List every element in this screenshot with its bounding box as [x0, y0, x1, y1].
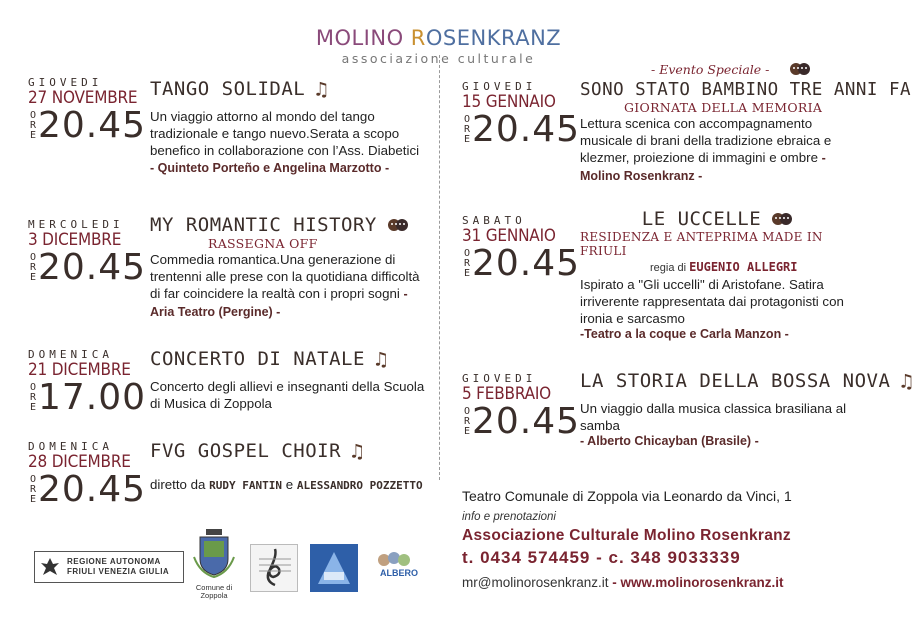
abstract-logo-icon: [310, 544, 358, 592]
event-date: SABATO 31 GENNAIO O R E 20.45: [462, 214, 580, 284]
column-divider: [439, 55, 440, 480]
brand-name: MOLINO ROSENKRANZ: [315, 26, 562, 50]
event-subtitle: RESIDENZA E ANTEPRIMA MADE IN FRIULI: [580, 230, 823, 258]
event-description: Concerto degli allievi e insegnanti della Scuola di Musica di Zoppola: [150, 379, 425, 411]
music-school-logo: [250, 544, 298, 592]
info-label: info e prenotazioni: [462, 511, 556, 523]
event-content: [580, 80, 912, 185]
event-content: [150, 440, 435, 494]
ore-label: O R E: [463, 248, 470, 279]
event-description: diretto da RUDY FANTIN e ALESSANDRO POZZETTO: [150, 477, 423, 492]
organization-logo: [310, 544, 358, 592]
theatre-masks-icon: [771, 212, 793, 226]
event-date: MERCOLEDI 3 DICEMBRE O R E 20.45: [28, 218, 146, 288]
comune-logo: Comune di Zoppola: [190, 527, 238, 601]
music-note-icon: ♫: [374, 347, 388, 371]
theatre-masks-icon: [387, 218, 409, 232]
event-date: GIOVEDI 15 GENNAIO O R E 20.45: [462, 80, 580, 150]
phone-numbers: t. 0434 574459 - c. 348 9033339: [462, 548, 741, 567]
albero-logo: ALBERO: [372, 548, 424, 584]
ore-label: O R E: [29, 474, 36, 505]
treble-clef-icon: [251, 545, 297, 591]
music-note-icon: ♫: [351, 439, 364, 463]
event-performers: - Molino Rosenkranz -: [580, 151, 826, 183]
music-note-icon: ♫: [315, 77, 328, 101]
venue-address: Teatro Comunale di Zoppola via Leonardo da Vinci, 1: [462, 488, 792, 504]
event-director: regia di EUGENIO ALLEGRI: [650, 260, 798, 274]
event-title: LE UCCELLE: [641, 208, 762, 230]
event-title: CONCERTO DI NATALE: [150, 348, 365, 370]
event-date: DOMENICA 28 DICEMBRE O R E 20.45: [28, 440, 146, 510]
ore-label: O R E: [463, 406, 470, 437]
event-title: FVG GOSPEL CHOIR: [150, 440, 342, 462]
event-date: DOMENICA 21 DICEMBRE O R E 17.00: [28, 348, 146, 418]
event-date: GIOVEDI 27 NOVEMBRE O R E 20.45: [28, 76, 146, 146]
event-performers: - Alberto Chicayban (Brasile) -: [580, 434, 759, 448]
ore-label: O R E: [29, 382, 36, 413]
event-subtitle: RASSEGNA OFF: [208, 236, 318, 251]
event-date: GIOVEDI 5 FEBBRAIO O R E 20.45: [462, 372, 580, 442]
event-description: Un viaggio attorno al mondo del tango tradizionale e tango nuevo.Serata a scopo benefico in collaborazione con l’Ass. Diabetici: [150, 109, 420, 158]
association-name: Associazione Culturale Molino Rosenkranz: [462, 527, 791, 544]
event-content: [580, 208, 855, 341]
brand-subtitle: associazione culturale: [341, 51, 536, 66]
theatre-masks-icon: [789, 62, 811, 76]
hands-tree-icon: [372, 548, 424, 584]
event-description: Lettura scenica con accompagnamento musicale di brani della tradizione ebraica e klezmer, proiezione di immagini e ombre - Molino Rosenkranz -: [580, 116, 832, 183]
contact-web: mr@molinorosenkranz.it - www.molinorosenkranz.it: [462, 575, 784, 590]
event-performers: - Quinteto Porteño e Angelina Marzotto -: [150, 161, 390, 175]
email-link[interactable]: mr@molinorosenkranz.it: [462, 575, 609, 590]
event-content: [150, 348, 425, 412]
event-title: MY ROMANTIC HISTORY: [150, 214, 377, 236]
coat-of-arms-icon: [190, 527, 238, 579]
ore-label: O R E: [463, 114, 470, 145]
event-description: Un viaggio dalla musica classica brasiliana al samba: [580, 401, 847, 433]
event-description: Ispirato a "Gli uccelli" di Aristofane. Satira irriverente rappresentata dai protagonisti con ironia e sarcasmo: [580, 277, 844, 326]
event-title: TANGO SOLIDAL: [150, 78, 306, 100]
special-event-label: - Evento Speciale -: [651, 62, 770, 77]
event-title: SONO STATO BAMBINO TRE ANNI FA: [580, 80, 912, 100]
event-subtitle: GIORNATA DELLA MEMORIA: [624, 100, 823, 115]
event-performers: - Aria Teatro (Pergine) -: [150, 287, 408, 319]
event-description: Commedia romantica.Una generazione di trentenni alle prese con la quotidiana difficoltà di far coincidere la realtà con i propri sogni - Aria Teatro (Pergine) -: [150, 252, 420, 319]
website-link[interactable]: www.molinorosenkranz.it: [620, 575, 784, 590]
event-content: [580, 369, 913, 448]
event-title: LA STORIA DELLA BOSSA NOVA: [580, 370, 891, 392]
event-performers: -Teatro a la coque e Carla Manzon -: [580, 327, 789, 341]
event-content: [150, 78, 425, 175]
music-note-icon: ♫: [900, 369, 913, 393]
ore-label: O R E: [29, 252, 36, 283]
ore-label: O R E: [29, 110, 36, 141]
eagle-icon: [39, 556, 61, 578]
region-logo: REGIONE AUTONOMA FRIULI VENEZIA GIULIA: [34, 551, 184, 583]
event-content: [150, 214, 425, 321]
